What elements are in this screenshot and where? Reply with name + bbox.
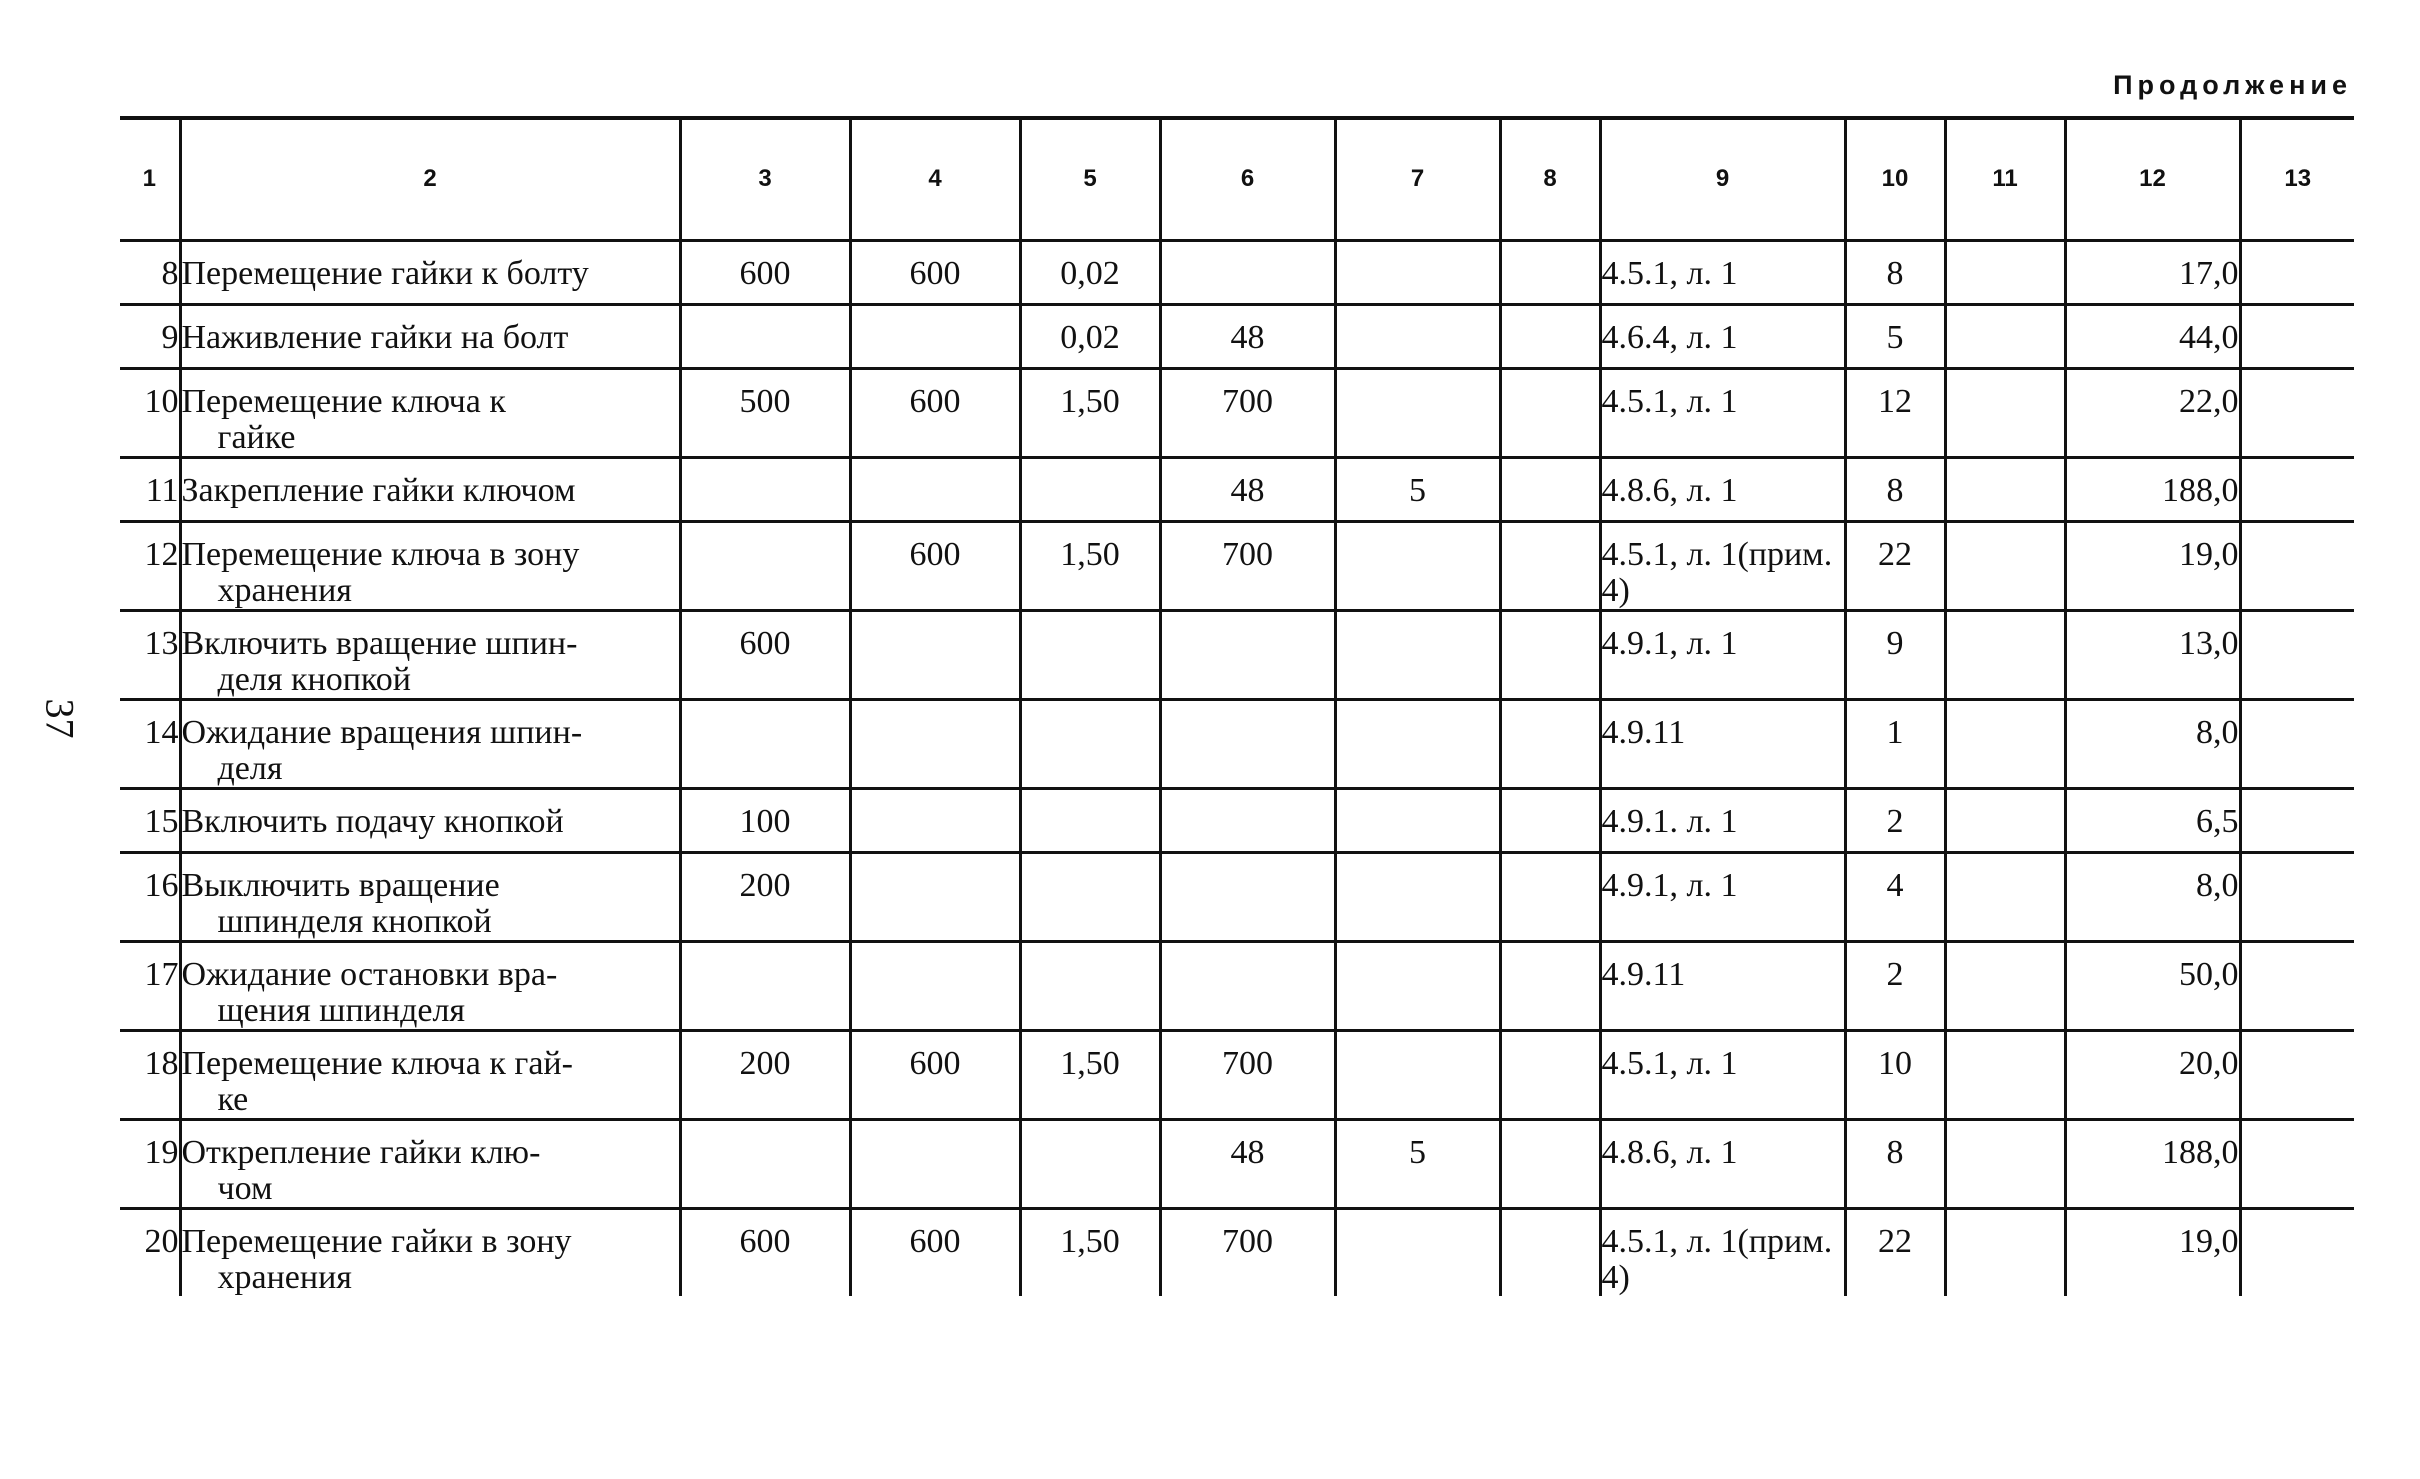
col12-cell: 50,0 bbox=[2065, 941, 2240, 1030]
col4-cell bbox=[850, 941, 1020, 1030]
operation-name-cell bbox=[180, 368, 680, 457]
col5-cell bbox=[1020, 788, 1160, 852]
reference-line: 4.9.11 bbox=[1601, 955, 1686, 993]
table-body bbox=[120, 240, 2354, 1296]
operation-name-cell bbox=[180, 1208, 680, 1296]
col7-cell bbox=[1335, 699, 1500, 788]
col11-cell bbox=[1945, 610, 2065, 699]
operations-table bbox=[120, 116, 2354, 1296]
table-row bbox=[120, 941, 2354, 1030]
col13-cell bbox=[2240, 1208, 2354, 1296]
operation-name-cell bbox=[180, 852, 680, 941]
col10-cell: 1 bbox=[1845, 699, 1945, 788]
col5-cell: 1,50 bbox=[1020, 1208, 1160, 1296]
operation-name-line: деля bbox=[217, 749, 283, 787]
col13-cell bbox=[2240, 699, 2354, 788]
operation-name-line: шпинделя кнопкой bbox=[217, 902, 492, 940]
col7-cell: 5 bbox=[1335, 1119, 1500, 1208]
column-header: 1 bbox=[142, 165, 156, 193]
reference-line: 4.5.1, л. 1 bbox=[1601, 254, 1738, 292]
col4-cell: 600 bbox=[850, 240, 1020, 304]
col7-cell bbox=[1335, 941, 1500, 1030]
operation-name-cell bbox=[180, 457, 680, 521]
continuation-label: Продолжение bbox=[2113, 70, 2352, 100]
operation-name-line: Перемещение гайки к болту bbox=[181, 254, 589, 292]
col5-cell: 0,02 bbox=[1020, 240, 1160, 304]
col3-cell bbox=[680, 304, 850, 368]
operation-name-cell bbox=[180, 788, 680, 852]
col6-cell: 700 bbox=[1160, 521, 1335, 610]
table-row bbox=[120, 1208, 2354, 1296]
col7-cell bbox=[1335, 368, 1500, 457]
col12-cell: 17,0 bbox=[2065, 240, 2240, 304]
col11-cell bbox=[1945, 788, 2065, 852]
col12-cell: 188,0 bbox=[2065, 1119, 2240, 1208]
col11-cell bbox=[1945, 368, 2065, 457]
col6-cell bbox=[1160, 852, 1335, 941]
col8-cell bbox=[1500, 240, 1600, 304]
col6-cell: 48 bbox=[1160, 1119, 1335, 1208]
col6-cell bbox=[1160, 941, 1335, 1030]
col3-cell bbox=[680, 457, 850, 521]
col4-cell bbox=[850, 610, 1020, 699]
table-row bbox=[120, 457, 2354, 521]
col6-cell: 700 bbox=[1160, 368, 1335, 457]
col13-cell bbox=[2240, 304, 2354, 368]
col10-cell: 2 bbox=[1845, 941, 1945, 1030]
col3-cell: 600 bbox=[680, 1208, 850, 1296]
row-number-cell: 12 bbox=[144, 535, 179, 573]
col13-cell bbox=[2240, 1119, 2354, 1208]
col10-cell: 10 bbox=[1845, 1030, 1945, 1119]
col5-cell bbox=[1020, 610, 1160, 699]
operation-name-line: Открепление гайки клю- bbox=[181, 1133, 541, 1171]
reference-line: 4.6.4, л. 1 bbox=[1601, 318, 1738, 356]
col8-cell bbox=[1500, 1208, 1600, 1296]
col11-cell bbox=[1945, 941, 2065, 1030]
col12-cell: 19,0 bbox=[2065, 521, 2240, 610]
col5-cell: 1,50 bbox=[1020, 368, 1160, 457]
col12-cell: 188,0 bbox=[2065, 457, 2240, 521]
column-header: 2 bbox=[180, 118, 680, 240]
col8-cell bbox=[1500, 1119, 1600, 1208]
col4-cell bbox=[850, 457, 1020, 521]
table-row bbox=[120, 852, 2354, 941]
col3-cell: 500 bbox=[680, 368, 850, 457]
col7-cell bbox=[1335, 1208, 1500, 1296]
reference-cell bbox=[1600, 457, 1845, 521]
col4-cell: 600 bbox=[850, 1208, 1020, 1296]
operation-name-line: Включить вращение шпин- bbox=[181, 624, 578, 662]
page-number: 37 bbox=[37, 698, 83, 739]
col6-cell bbox=[1160, 699, 1335, 788]
reference-cell bbox=[1600, 941, 1845, 1030]
reference-line: (прим. 4) bbox=[1601, 535, 1833, 609]
col13-cell bbox=[2240, 457, 2354, 521]
reference-line: 4.5.1, л. 1 bbox=[1601, 382, 1738, 420]
col8-cell bbox=[1500, 788, 1600, 852]
col10-cell: 5 bbox=[1845, 304, 1945, 368]
reference-cell bbox=[1600, 699, 1845, 788]
col5-cell bbox=[1020, 941, 1160, 1030]
col5-cell bbox=[1020, 1119, 1160, 1208]
reference-line: 4.9.11 bbox=[1601, 713, 1686, 751]
col11-cell bbox=[1945, 521, 2065, 610]
col3-cell bbox=[680, 699, 850, 788]
reference-line: 4.5.1, л. 1 bbox=[1601, 1044, 1738, 1082]
reference-line: 4.9.1, л. 1 bbox=[1601, 624, 1738, 662]
col11-cell bbox=[1945, 699, 2065, 788]
operation-name-line: хранения bbox=[217, 1258, 352, 1296]
row-number-cell: 18 bbox=[144, 1044, 179, 1082]
col5-cell: 1,50 bbox=[1020, 1030, 1160, 1119]
reference-cell bbox=[1600, 304, 1845, 368]
col8-cell bbox=[1500, 941, 1600, 1030]
operation-name-line: Перемещение гайки в зону bbox=[181, 1222, 572, 1260]
col12-cell: 20,0 bbox=[2065, 1030, 2240, 1119]
col6-cell: 48 bbox=[1160, 457, 1335, 521]
reference-cell bbox=[1600, 1030, 1845, 1119]
operation-name-line: Перемещение ключа к гай- bbox=[181, 1044, 573, 1082]
reference-line: 4.9.1. л. 1 bbox=[1601, 802, 1738, 840]
operation-name-line: Выключить вращение bbox=[181, 866, 500, 904]
col12-cell: 13,0 bbox=[2065, 610, 2240, 699]
operation-name-line: Включить подачу кнопкой bbox=[181, 802, 564, 840]
col6-cell bbox=[1160, 610, 1335, 699]
operation-name-cell bbox=[180, 304, 680, 368]
table-row bbox=[120, 699, 2354, 788]
col11-cell bbox=[1945, 304, 2065, 368]
column-header: 6 bbox=[1160, 118, 1335, 240]
reference-line: 4.5.1, л. 1 bbox=[1601, 535, 1738, 573]
col4-cell bbox=[850, 788, 1020, 852]
col8-cell bbox=[1500, 304, 1600, 368]
table-row bbox=[120, 240, 2354, 304]
col13-cell bbox=[2240, 240, 2354, 304]
row-number-cell: 16 bbox=[144, 866, 179, 904]
row-number-cell: 15 bbox=[144, 802, 179, 840]
col3-cell: 600 bbox=[680, 240, 850, 304]
reference-cell bbox=[1600, 852, 1845, 941]
col3-cell bbox=[680, 941, 850, 1030]
operation-name-line: Ожидание вращения шпин- bbox=[181, 713, 583, 751]
reference-cell bbox=[1600, 521, 1845, 610]
operation-name-cell bbox=[180, 699, 680, 788]
table-row bbox=[120, 788, 2354, 852]
row-number-cell: 9 bbox=[161, 318, 179, 356]
col10-cell: 8 bbox=[1845, 1119, 1945, 1208]
col13-cell bbox=[2240, 610, 2354, 699]
reference-cell bbox=[1600, 240, 1845, 304]
col7-cell bbox=[1335, 788, 1500, 852]
col8-cell bbox=[1500, 1030, 1600, 1119]
col7-cell bbox=[1335, 304, 1500, 368]
col6-cell: 700 bbox=[1160, 1208, 1335, 1296]
reference-line: 4.8.6, л. 1 bbox=[1601, 1133, 1738, 1171]
col12-cell: 22,0 bbox=[2065, 368, 2240, 457]
col6-cell: 48 bbox=[1160, 304, 1335, 368]
col10-cell: 8 bbox=[1845, 240, 1945, 304]
reference-line: 4.9.1, л. 1 bbox=[1601, 866, 1738, 904]
col8-cell bbox=[1500, 368, 1600, 457]
col8-cell bbox=[1500, 699, 1600, 788]
col4-cell bbox=[850, 699, 1020, 788]
operation-name-line: чом bbox=[217, 1169, 273, 1207]
col10-cell: 8 bbox=[1845, 457, 1945, 521]
reference-cell bbox=[1600, 368, 1845, 457]
operation-name-line: Закрепление гайки ключом bbox=[181, 471, 576, 509]
col4-cell: 600 bbox=[850, 1030, 1020, 1119]
col3-cell: 600 bbox=[680, 610, 850, 699]
operation-name-cell bbox=[180, 240, 680, 304]
operation-name-line: Ожидание остановки вра- bbox=[181, 955, 558, 993]
col10-cell: 22 bbox=[1845, 521, 1945, 610]
operation-name-cell bbox=[180, 610, 680, 699]
column-header: 3 bbox=[680, 118, 850, 240]
col3-cell: 100 bbox=[680, 788, 850, 852]
col3-cell bbox=[680, 521, 850, 610]
row-number-cell: 17 bbox=[144, 955, 179, 993]
col8-cell bbox=[1500, 610, 1600, 699]
reference-line: 4.5.1, л. 1 bbox=[1601, 1222, 1738, 1260]
col7-cell bbox=[1335, 852, 1500, 941]
col10-cell: 12 bbox=[1845, 368, 1945, 457]
table-row bbox=[120, 610, 2354, 699]
col6-cell: 700 bbox=[1160, 1030, 1335, 1119]
col5-cell bbox=[1020, 699, 1160, 788]
col13-cell bbox=[2240, 368, 2354, 457]
col3-cell: 200 bbox=[680, 1030, 850, 1119]
column-header: 10 bbox=[1845, 118, 1945, 240]
operation-name-cell bbox=[180, 1030, 680, 1119]
table-row bbox=[120, 1030, 2354, 1119]
reference-cell bbox=[1600, 1208, 1845, 1296]
operation-name-line: щения шпинделя bbox=[217, 991, 466, 1029]
col12-cell: 8,0 bbox=[2065, 699, 2240, 788]
col7-cell bbox=[1335, 521, 1500, 610]
reference-cell bbox=[1600, 1119, 1845, 1208]
operation-name-line: Наживление гайки на болт bbox=[181, 318, 569, 356]
reference-cell bbox=[1600, 788, 1845, 852]
col7-cell bbox=[1335, 610, 1500, 699]
col8-cell bbox=[1500, 521, 1600, 610]
operation-name-line: хранения bbox=[217, 571, 352, 609]
column-header: 9 bbox=[1600, 118, 1845, 240]
table-row bbox=[120, 304, 2354, 368]
reference-line: 4.8.6, л. 1 bbox=[1601, 471, 1738, 509]
col11-cell bbox=[1945, 1030, 2065, 1119]
col8-cell bbox=[1500, 852, 1600, 941]
col4-cell bbox=[850, 852, 1020, 941]
col5-cell: 0,02 bbox=[1020, 304, 1160, 368]
row-number-cell: 19 bbox=[144, 1133, 179, 1171]
col13-cell bbox=[2240, 1030, 2354, 1119]
col13-cell bbox=[2240, 941, 2354, 1030]
table-row bbox=[120, 368, 2354, 457]
col7-cell: 5 bbox=[1335, 457, 1500, 521]
reference-line: (прим. 4) bbox=[1601, 1222, 1833, 1296]
col13-cell bbox=[2240, 788, 2354, 852]
operation-name-line: ке bbox=[217, 1080, 249, 1118]
col11-cell bbox=[1945, 240, 2065, 304]
col12-cell: 19,0 bbox=[2065, 1208, 2240, 1296]
table-row bbox=[120, 1119, 2354, 1208]
col6-cell bbox=[1160, 240, 1335, 304]
col10-cell: 4 bbox=[1845, 852, 1945, 941]
col5-cell: 1,50 bbox=[1020, 521, 1160, 610]
col7-cell bbox=[1335, 1030, 1500, 1119]
col8-cell bbox=[1500, 457, 1600, 521]
column-header: 7 bbox=[1335, 118, 1500, 240]
col5-cell bbox=[1020, 457, 1160, 521]
table-row bbox=[120, 521, 2354, 610]
operation-name-line: Перемещение ключа в зону bbox=[181, 535, 580, 573]
col4-cell bbox=[850, 304, 1020, 368]
col11-cell bbox=[1945, 852, 2065, 941]
col12-cell: 6,5 bbox=[2065, 788, 2240, 852]
col6-cell bbox=[1160, 788, 1335, 852]
column-header: 12 bbox=[2065, 118, 2240, 240]
operation-name-cell bbox=[180, 521, 680, 610]
col7-cell bbox=[1335, 240, 1500, 304]
col10-cell: 22 bbox=[1845, 1208, 1945, 1296]
col12-cell: 44,0 bbox=[2065, 304, 2240, 368]
col13-cell bbox=[2240, 521, 2354, 610]
row-number-cell: 8 bbox=[161, 254, 179, 292]
col11-cell bbox=[1945, 457, 2065, 521]
column-header: 4 bbox=[850, 118, 1020, 240]
operation-name-line: Перемещение ключа к bbox=[181, 382, 506, 420]
col3-cell bbox=[680, 1119, 850, 1208]
column-header: 8 bbox=[1500, 118, 1600, 240]
col4-cell: 600 bbox=[850, 521, 1020, 610]
column-header: 11 bbox=[1945, 118, 2065, 240]
col10-cell: 2 bbox=[1845, 788, 1945, 852]
operation-name-line: деля кнопкой bbox=[217, 660, 411, 698]
col4-cell: 600 bbox=[850, 368, 1020, 457]
row-number-cell: 20 bbox=[144, 1222, 179, 1260]
row-number-cell: 13 bbox=[144, 624, 179, 662]
col4-cell bbox=[850, 1119, 1020, 1208]
operation-name-line: гайке bbox=[217, 418, 296, 456]
col11-cell bbox=[1945, 1208, 2065, 1296]
operation-name-cell bbox=[180, 941, 680, 1030]
header-row bbox=[120, 118, 2354, 240]
col12-cell: 8,0 bbox=[2065, 852, 2240, 941]
col5-cell bbox=[1020, 852, 1160, 941]
operation-name-cell bbox=[180, 1119, 680, 1208]
column-header: 13 bbox=[2240, 118, 2354, 240]
column-header: 5 bbox=[1020, 118, 1160, 240]
row-number-cell: 10 bbox=[144, 382, 179, 420]
col10-cell: 9 bbox=[1845, 610, 1945, 699]
row-number-cell: 14 bbox=[144, 713, 179, 751]
row-number-cell: 11 bbox=[145, 471, 179, 509]
col13-cell bbox=[2240, 852, 2354, 941]
col3-cell: 200 bbox=[680, 852, 850, 941]
col11-cell bbox=[1945, 1119, 2065, 1208]
reference-cell bbox=[1600, 610, 1845, 699]
